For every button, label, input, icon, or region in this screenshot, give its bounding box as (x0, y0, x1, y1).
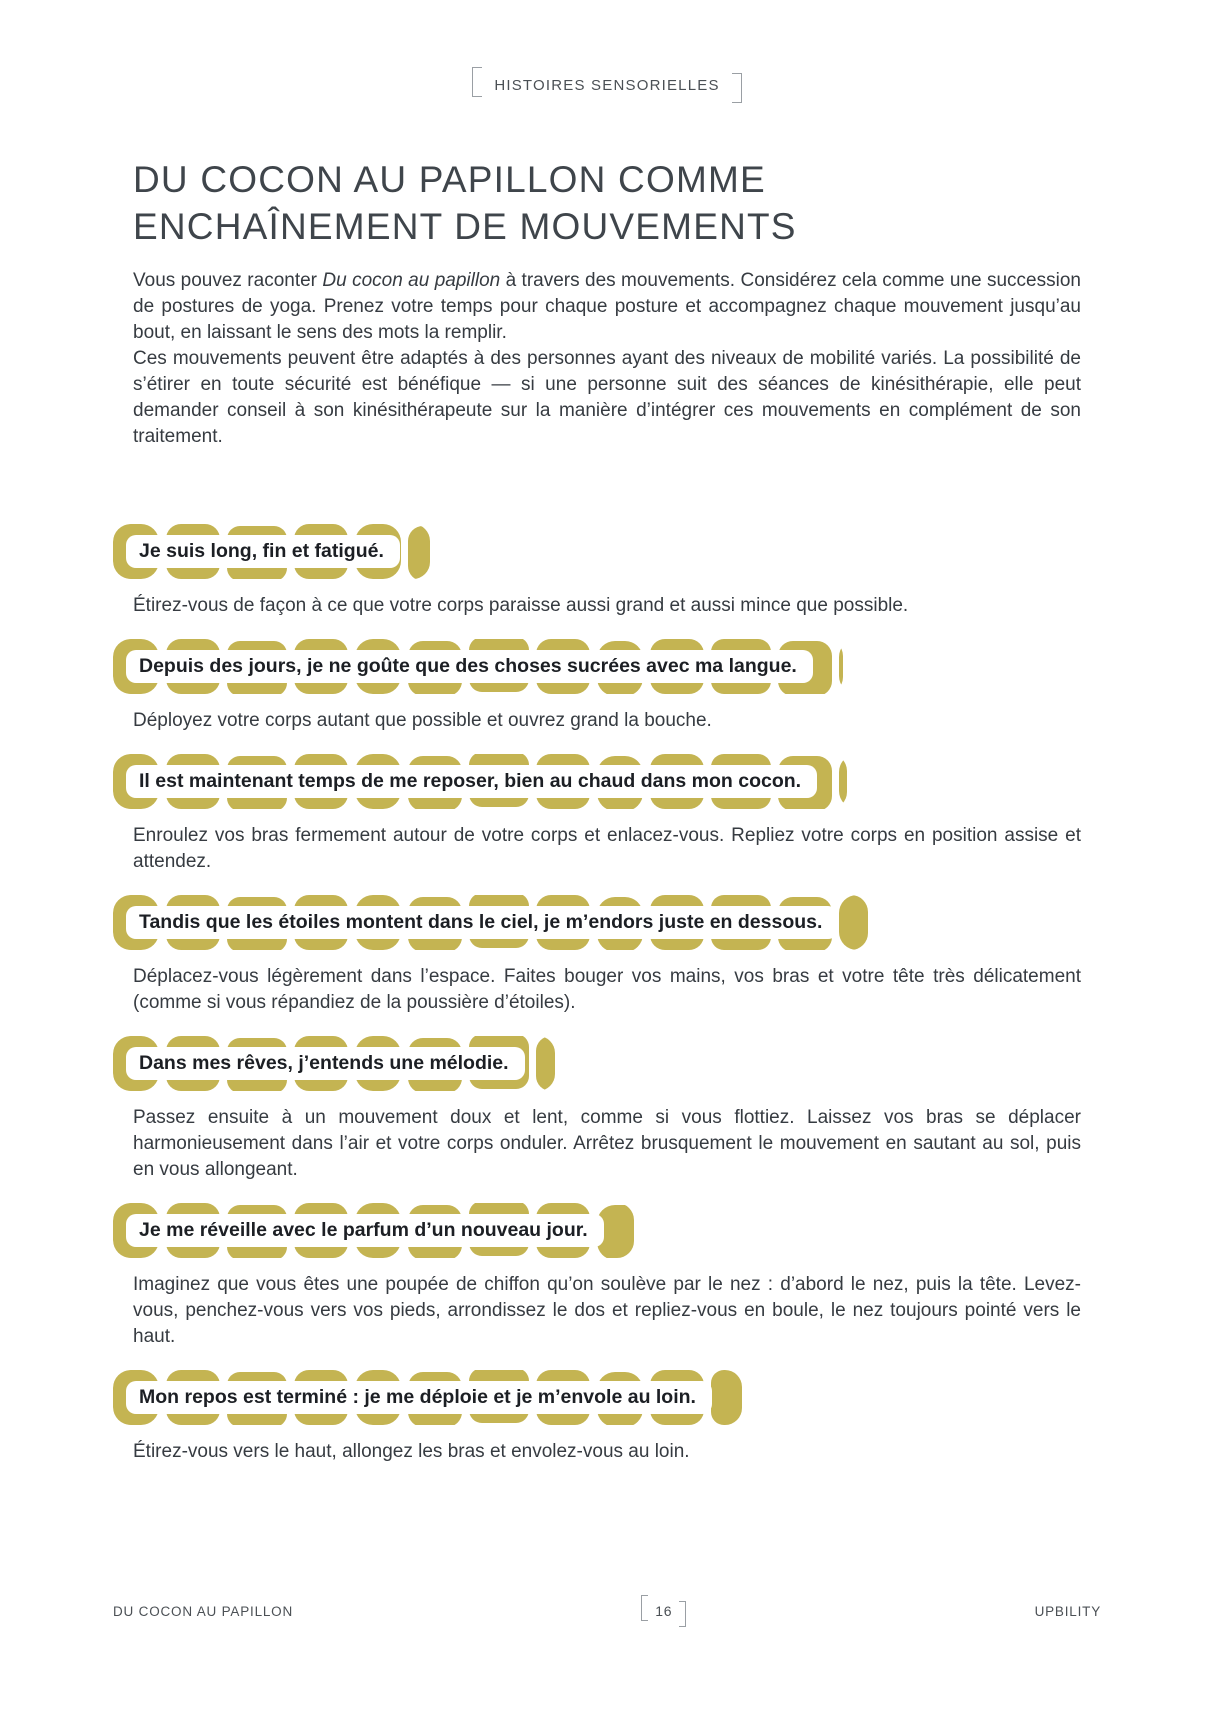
highlight-phrase (113, 524, 430, 579)
highlight-phrase (113, 895, 868, 950)
intro-block (133, 268, 1081, 450)
instruction-text: Étirez-vous de façon à ce que votre corps paraisse aussi grand et aussi mince que possible. (133, 595, 909, 616)
running-header (0, 0, 1214, 100)
highlight-phrase (113, 754, 847, 809)
movement-sections (133, 524, 1081, 1465)
movement-section (133, 524, 1081, 619)
instruction-text: Étirez-vous vers le haut, allongez les bras et envolez-vous au loin. (133, 1441, 690, 1462)
phrase-text: Depuis des jours, je ne goûte que des choses sucrées avec ma langue. (139, 655, 797, 677)
instruction-text: Déplacez-vous légèrement dans l’espace. Faites bouger vos mains, vos bras et votre tête très délicatement (comme si vous répandiez de la poussière d’étoiles). (133, 966, 1081, 1013)
movement-section (133, 1036, 1081, 1183)
phrase-text: Je suis long, fin et fatigué. (139, 540, 384, 562)
page-number (641, 1598, 686, 1624)
phrase-text: Dans mes rêves, j’entends une mélodie. (139, 1052, 509, 1074)
page-title-line-2: ENCHAÎNEMENT DE MOUVEMENTS (133, 206, 797, 247)
page-number-value: 16 (655, 1603, 673, 1619)
intro-paragraph-1 (133, 268, 1081, 346)
footer-left-title: DU COCON AU PAPILLON (113, 1603, 294, 1619)
page-title-line-1: DU COCON AU PAPILLON COMME (133, 159, 766, 200)
running-footer (113, 1598, 1101, 1624)
highlight-phrase (113, 1370, 742, 1425)
movement-section (133, 1203, 1081, 1350)
phrase-text: Mon repos est terminé : je me déploie et je m’envole au loin. (139, 1386, 696, 1408)
phrase-text: Je me réveille avec le parfum d’un nouveau jour. (139, 1219, 588, 1241)
highlight-phrase (113, 639, 843, 694)
intro-p1-italic-title: Du cocon au papillon (322, 270, 501, 291)
phrase-text: Tandis que les étoiles montent dans le ciel, je m’endors juste en dessous. (139, 911, 823, 933)
movement-section (133, 895, 1081, 1016)
page-title (133, 156, 1081, 250)
intro-p1-after: à travers des mouvements. Considérez cela comme une succession de postures de yoga. Prenez votre temps pour chaque posture et accompagnez chaque mouvement jusqu’au bout, en laissant le sens des mots la remplir. (133, 270, 1081, 343)
phrase-text: Il est maintenant temps de me reposer, bien au chaud dans mon cocon. (139, 770, 802, 792)
instruction-text: Enroulez vos bras fermement autour de votre corps et enlacez-vous. Repliez votre corps en position assise et attendez. (133, 825, 1081, 872)
bracket-left-icon (641, 1595, 648, 1621)
instruction-text: Passez ensuite à un mouvement doux et lent, comme si vous flottiez. Laissez vos bras se déplacer harmonieusement dans l’air et votre corps onduler. Arrêtez brusquement le mouvement en sautant au sol, puis en vous allongeant. (133, 1107, 1081, 1180)
movement-section (133, 639, 1081, 734)
intro-paragraph-2: Ces mouvements peuvent être adaptés à des personnes ayant des niveaux de mobilité variés. La possibilité de s’étirer en toute sécurité est bénéfique — si une personne suit des séances de kinésithérapie, elle peut demander conseil à son kinésithérapeute sur la manière d’intégrer ces mouvements en complément de son traitement. (133, 348, 1081, 447)
movement-section (133, 754, 1081, 875)
highlight-phrase (113, 1036, 555, 1091)
highlight-phrase (113, 1203, 634, 1258)
bracket-right-icon (679, 1601, 686, 1627)
running-header-text: HISTOIRES SENSORIELLES (494, 76, 720, 94)
instruction-text: Déployez votre corps autant que possible et ouvrez grand la bouche. (133, 710, 712, 731)
intro-p1-before: Vous pouvez raconter (133, 270, 323, 291)
movement-section (133, 1370, 1081, 1465)
footer-right-brand: UPBILITY (1034, 1603, 1101, 1619)
bracket-left-icon (472, 67, 482, 97)
bracket-right-icon (732, 73, 742, 103)
content-column (0, 156, 1214, 1465)
instruction-text: Imaginez que vous êtes une poupée de chiffon qu’on soulève par le nez : d’abord le nez, puis la tête. Levez-vous, penchez-vous vers vos pieds, arrondissez le dos et repliez-vous en boule, le nez toujours pointé vers le haut. (133, 1274, 1081, 1347)
